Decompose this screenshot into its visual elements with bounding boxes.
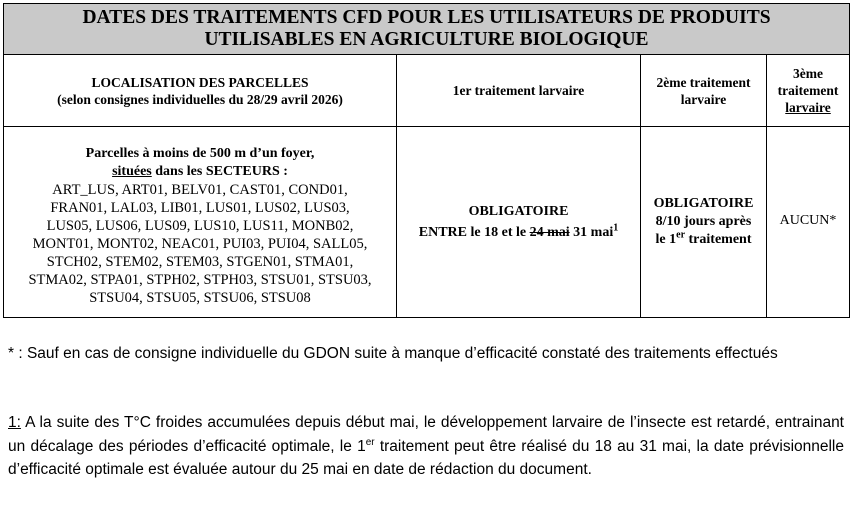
table-title	[4, 4, 850, 55]
header-localisation-note: (selon consignes individuelles du 28/29 avril 2026)	[57, 91, 343, 107]
first-treatment-entre: ENTRE le 18 et le	[418, 224, 530, 240]
title-line-1: DATES DES TRAITEMENTS CFD POUR LES UTILISATEURS DE PRODUITS	[82, 7, 771, 28]
first-treatment-end-date: 31 mai	[569, 224, 614, 240]
header-third-treatment	[767, 55, 850, 127]
header-first-treatment-label: 1er traitement larvaire	[452, 83, 585, 98]
parcelles-cell	[4, 127, 397, 318]
secteurs-heading	[4, 163, 396, 181]
header-second-treatment	[641, 55, 767, 127]
footnote-text-a: A la suite des T°C froides accumulées depuis début mai, le développement larvaire de l’insecte est retardé, entrainant un décalage des périodes d’efficacité optimale, le 1	[8, 414, 844, 455]
second-treatment-obligatoire: OBLIGATOIRE	[653, 196, 754, 211]
secteurs-line: STSU04, STSU05, STSU06, STSU08	[89, 290, 311, 306]
footnote-text-b: traitement peut être réalisé du 18 au 31 mai, la date prévisionnelle d’efficacité optimale est évaluée autour du 25 mai en date de rédaction du document.	[8, 437, 844, 478]
note-asterisk	[8, 342, 844, 366]
first-treatment-obligatoire: OBLIGATOIRE	[468, 203, 569, 219]
secteurs-line: MONT01, MONT02, NEAC01, PUI03, PUI04, SALL05,	[32, 236, 368, 252]
dans-les-secteurs-text: dans les SECTEURS :	[151, 164, 288, 179]
footnote-ref-1: 1	[613, 221, 619, 233]
note-asterisk-text: * : Sauf en cas de consigne individuelle du GDON suite à manque d’efficacité constaté des traitements effectués	[8, 345, 778, 362]
first-treatment-dates	[397, 221, 640, 242]
header-third-treatment-line-1: 3ème	[793, 66, 823, 81]
second-treatment-after-post: traitement	[685, 232, 752, 247]
secteurs-line: ART_LUS, ART01, BELV01, CAST01, COND01,	[52, 182, 348, 198]
second-treatment-after-sup: er	[676, 229, 686, 241]
secteurs-line: STCH02, STEM02, STEM03, STGEN01, STMA01,	[46, 254, 354, 270]
header-second-treatment-line-2: larvaire	[680, 91, 727, 107]
note-footnote-1	[8, 411, 844, 482]
secteurs-list	[4, 181, 396, 307]
first-treatment-struck-date: 24 mai	[529, 224, 570, 240]
header-third-treatment-line-2: traitement	[777, 83, 839, 98]
header-third-treatment-line-3: larvaire	[785, 100, 831, 115]
header-first-treatment	[397, 55, 641, 127]
third-treatment-value: AUCUN*	[779, 213, 837, 228]
third-treatment-cell	[767, 127, 850, 318]
secteurs-line: STMA02, STPA01, STPH02, STPH03, STSU01, STSU03,	[28, 272, 372, 288]
second-treatment-cell	[641, 127, 767, 318]
footnote-marker: 1:	[8, 414, 21, 431]
second-treatment-delay: 8/10 jours après	[655, 214, 752, 229]
second-treatment-after	[641, 231, 766, 249]
footnote-sup: er	[365, 436, 375, 448]
situees-text: situées	[112, 164, 152, 179]
title-line-2: UTILISABLES EN AGRICULTURE BIOLOGIQUE	[204, 29, 649, 50]
header-second-treatment-line-1: 2ème traitement	[656, 74, 751, 90]
first-treatment-cell	[397, 127, 641, 318]
secteurs-line: FRAN01, LAL03, LIB01, LUS01, LUS02, LUS03,	[50, 200, 350, 216]
parcelles-intro: Parcelles à moins de 500 m d’un foyer,	[85, 146, 315, 161]
header-localisation	[4, 55, 397, 127]
treatment-dates-table	[3, 3, 850, 318]
secteurs-line: LUS05, LUS06, LUS09, LUS10, LUS11, MONB02,	[46, 218, 354, 234]
header-localisation-label: LOCALISATION DES PARCELLES	[91, 74, 309, 90]
second-treatment-after-pre: le 1	[655, 232, 677, 247]
